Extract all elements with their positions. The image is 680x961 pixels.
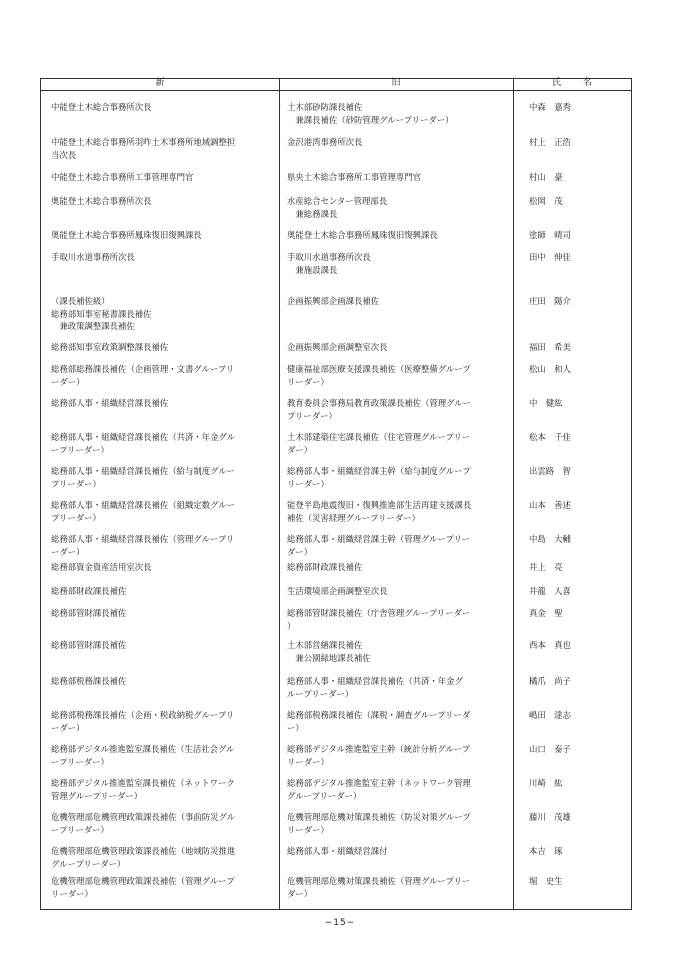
person-name: 松岡 茂 [529, 196, 563, 206]
old-position: 健康福祉部医療支援課長補佐（医療整備グループ リーダー） [287, 364, 471, 387]
person-name: 村山 豪 [529, 172, 563, 182]
old-position: 土木部砂防課長補佐 兼課長補佐（砂防管理グループリーダー） [287, 102, 454, 125]
person-name: 井龍 人喜 [529, 586, 571, 596]
new-position: 手取川水道事務所次長 [51, 252, 135, 262]
new-position: 中能登土木総合事務所工事管理専門官 [51, 172, 194, 182]
header-old: 旧 [391, 78, 401, 88]
old-position: 能登半島地震復旧・復興推進部生活再建支援課長 補佐（災害経理グループリーダー） [287, 500, 472, 523]
person-name: 松本 千佳 [529, 432, 571, 442]
person-name: 井上 亮 [529, 562, 563, 572]
new-position: 総務部人事・組織経営課長補佐（共済・年金グル ープリーダー） [51, 432, 235, 455]
old-position: 総務部財政課長補佐 [287, 562, 363, 572]
person-name: 出雲路 智 [529, 466, 571, 476]
old-position: 総務部人事・組織経営課付 [287, 846, 388, 856]
old-position: 総務部税務課長補佐（課税・調査グループリーダ ー） [287, 710, 471, 733]
new-position: 総務部税務課長補佐（企画・税政納税グループリ ーダー） [51, 710, 235, 733]
old-position: 総務部人事・組織経営課主幹（給与制度グループ リーダー） [287, 466, 471, 489]
new-position: 奥能登土木総合事務所鳳珠復旧復興課長 [51, 230, 202, 240]
new-position: （課長補佐級） 総務部知事室秘書課長補佐 兼政策調整課長補佐 [51, 296, 152, 332]
personnel-table [40, 78, 632, 910]
new-position: 総務部総務課長補佐（企画管理・文書グループリ ーダー） [51, 364, 235, 387]
new-position: 総務部知事室政策調整課長補佐 [51, 342, 169, 352]
person-name: 塗師 晴司 [529, 230, 571, 240]
person-name: 庄田 陽介 [529, 296, 571, 306]
person-name: 真金 聖 [529, 608, 563, 618]
new-position: 総務部人事・組織経営課長補佐（管理グループリ ーダー） [51, 534, 235, 557]
old-position: 総務部デジタル推進監室主幹（統計分析グループ リーダー） [287, 744, 471, 767]
new-position: 総務部税務課長補佐 [51, 676, 127, 686]
new-position: 危機管理部危機管理政策課長補佐（事前防災グル ープリーダー） [51, 812, 235, 835]
person-name: 藤川 茂雄 [529, 812, 571, 822]
old-position: 土木部営繕課長補佐 兼公園緑地課長補佐 [287, 640, 371, 663]
person-name: 中島 大輔 [529, 534, 571, 544]
header-new: 新 [155, 78, 165, 88]
person-name: 山本 善述 [529, 500, 571, 510]
old-position: 土木部建築住宅課長補佐（住宅管理グループリー ダー） [287, 432, 471, 455]
person-name: 川崎 紘 [529, 778, 563, 788]
page-number: −15− [324, 918, 356, 928]
person-name: 福田 希美 [529, 342, 571, 352]
person-name: 中森 嘉秀 [529, 102, 571, 112]
table-body [41, 79, 633, 911]
new-position: 総務部デジタル推進監室課長補佐（生活社会グル ープリーダー） [51, 744, 235, 767]
person-name: 嶋田 達志 [529, 710, 571, 720]
new-position: 総務部人事・組織経営課長補佐（組織定数グルー プリーダー） [51, 500, 235, 523]
old-position: 県央土木総合事務所工事管理専門官 [287, 172, 421, 182]
old-position: 企画振興部企画調整室次長 [287, 342, 388, 352]
old-position: 総務部デジタル推進監室主幹（ネットワーク管理 グループリーダー） [287, 778, 471, 801]
new-position: 中能登土木総合事務所次長 [51, 102, 152, 112]
person-name: 中 健紘 [529, 398, 563, 408]
old-position: 総務部人事・組織経営課主幹（管理グループリー ダー） [287, 534, 471, 557]
old-position: 総務部管財課長補佐（庁舎管理グループリーダー ） [287, 608, 471, 631]
old-position: 金沢港湾事務所次長 [287, 137, 363, 147]
new-position: 総務部デジタル推進監室課長補佐（ネットワーク 管理グループリーダー） [51, 778, 235, 801]
new-position: 危機管理部危機管理政策課長補佐（地域防災推進 グループリーダー） [51, 846, 236, 869]
new-position: 総務部資金資産活用室次長 [51, 562, 152, 572]
person-name: 村上 正浩 [529, 137, 571, 147]
new-position: 総務部人事・組織経営課長補佐（給与制度グルー プリーダー） [51, 466, 235, 489]
new-position: 奥能登土木総合事務所次長 [51, 196, 152, 206]
person-name: 本吉 琢 [529, 846, 563, 856]
new-position: 危機管理部危機管理政策課長補佐（管理グループ リーダー） [51, 876, 235, 899]
old-position: 手取川水道事務所次長 兼施設課長 [287, 252, 371, 275]
old-position: 水産総合センター管理部長 兼総務課長 [287, 196, 388, 219]
old-position: 生活環境部企画調整室次長 [287, 586, 388, 596]
person-name: 堀 史生 [529, 876, 563, 886]
new-position: 総務部管財課長補佐 [51, 608, 127, 618]
old-position: 教育委員会事務局教育政策課長補佐（管理グルー プリーダー） [287, 398, 471, 421]
person-name: 西本 真也 [529, 640, 571, 650]
person-name: 橘爪 尚子 [529, 676, 571, 686]
old-position: 企画振興部企画課長補佐 [287, 296, 380, 306]
new-position: 総務部管財課長補佐 [51, 640, 127, 650]
old-position: 総務部人事・組織経営課長補佐（共済・年金グ ループリーダー） [287, 676, 463, 699]
new-position: 中能登土木総合事務所羽咋土木事務所地域調整担 当次長 [51, 137, 236, 160]
header-name: 氏名 [551, 78, 614, 88]
person-name: 田中 伸佳 [529, 252, 571, 262]
old-position: 危機管理部危機対策課長補佐（管理グループリー ダー） [287, 876, 471, 899]
person-name: 松山 和人 [529, 364, 571, 374]
new-position: 総務部財政課長補佐 [51, 586, 127, 596]
old-position: 危機管理部危機対策課長補佐（防災対策グループ リーダー） [287, 812, 471, 835]
person-name: 山口 泰子 [529, 744, 571, 754]
old-position: 奥能登土木総合事務所鳳珠復旧復興課長 [287, 230, 438, 240]
new-position: 総務部人事・組織経営課長補佐 [51, 398, 169, 408]
